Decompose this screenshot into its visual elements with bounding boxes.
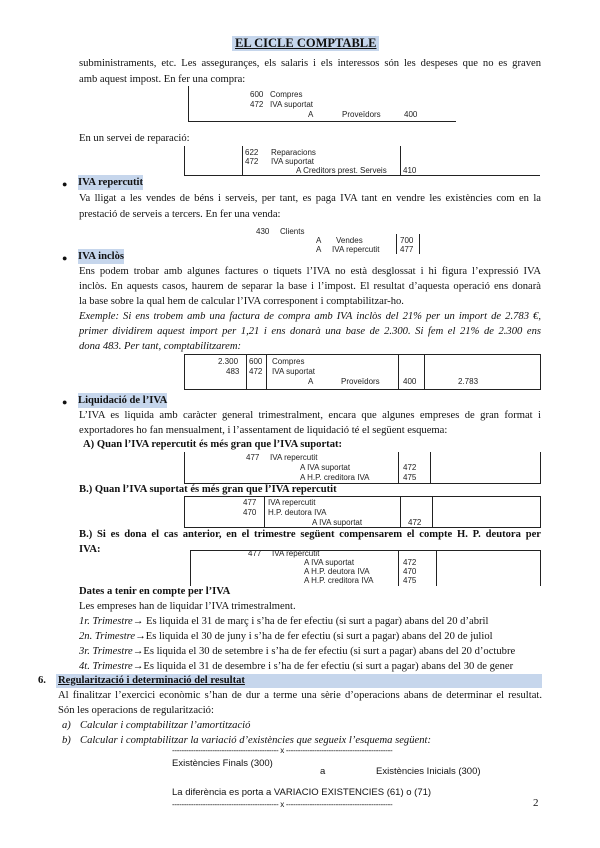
iva-repercutit-line-2: prestació de serveis a tercers. En fer una venda:	[79, 209, 281, 220]
heading-liquidacio: Liquidació de l’IVA	[78, 395, 168, 406]
case-b2-heading-2: IVA:	[79, 544, 101, 555]
liquidacio-line-1: L’IVA es liquida amb caràcter general trimestralment, encara que algunes empreses de gran format i	[79, 410, 541, 421]
iva-inclos-line-2: inclòs. En aquests casos, haurem de separar la base i l’impost. El resultat d’aquesta operació ens donarà	[79, 281, 541, 292]
case-b2-heading-1: B.) Si es dona el cas anterior, en el trimestre següent compensarem el compte H. P. deutora per	[79, 529, 541, 540]
section-6-line-1: Al finalitzar l’exercici econòmic s’han de dur a terme una sèrie d’operacions abans de determinar el resultat.	[58, 690, 542, 701]
item-a-label: a)	[62, 720, 71, 731]
bullet-icon: ●	[62, 253, 68, 263]
quarter-4: 4t. Trimestre→Es liquida el 31 de desembre i s’ha de fer efectiu (si surt a pagar) abans del 30 de gener	[79, 661, 514, 672]
item-b-label: b)	[62, 735, 71, 746]
servei-text: En un servei de reparació:	[79, 133, 190, 144]
heading-iva-inclos: IVA inclòs	[78, 251, 125, 262]
quarter-2: 2n. Trimestre→Es liquida el 30 de juny i s’ha de fer efectiu (si surt a pagar) abans del 20 de juliol	[79, 631, 493, 642]
intro-line-2: amb aquest impost. En fer una compra:	[79, 74, 246, 85]
case-b1-heading: B.) Quan l’IVA suportat és més gran que l’IVA repercutit	[79, 484, 337, 495]
item-b-text: Calcular i comptabilitzar la variació d’existències que segueix l’esquema següent:	[80, 735, 431, 746]
dates-intro: Les empreses han de liquidar l’IVA trimestralment.	[79, 601, 296, 612]
iva-repercutit-line-1: Va lligat a les vendes de béns i serveis, per tant, es paga IVA tant en vendre les existències com en la	[79, 193, 541, 204]
section-6-number: 6.	[38, 675, 46, 686]
case-a-heading: A) Quan l’IVA repercutit és més gran que l’IVA suportat:	[83, 439, 343, 450]
quarter-3: 3r. Trimestre→Es liquida el 30 de setembre i s’ha de fer efectiu (si surt a pagar) abans del 20 d’octubre	[79, 646, 516, 657]
example-line-2: primer dividirem aquest import per 1,21 i ens donarà una base de 2.300. Si fem el 21% de 2.300 ens	[79, 326, 541, 337]
iva-inclos-line-1: Ens podem trobar amb algunes factures o tiquets l’IVA no està desglossat i hi figura l’expressió IVA	[79, 266, 541, 277]
liquidacio-line-2: exportadores ho fan mensualment, i l’assentament de liquidació té el següent esquema:	[79, 425, 448, 436]
example-line-1: Exemple: Si ens trobem amb una factura de compra amb IVA inclòs del 21% per un import de 2.783 €,	[79, 311, 541, 322]
item-a-text: Calcular i comptabilitzar l’amortització	[80, 720, 251, 731]
dates-heading: Dates a tenir en compte per l’IVA	[79, 586, 231, 597]
section-6-line-2: Són les operacions de regularització:	[58, 705, 214, 716]
heading-iva-repercutit: IVA repercutit	[78, 177, 144, 188]
intro-line-1: subministraments, etc. Les assegurançes, els salaris i els interessos són les despeses que no es graven	[79, 58, 541, 69]
page-number: 2	[533, 797, 539, 809]
quarter-1: 1r. Trimestre→ Es liquida el 31 de març i s’ha de fer efectiu (si surt a pagar) abans del 20 d’abril	[79, 616, 489, 627]
example-line-3: dona 483. Per tant, comptabilitzarem:	[79, 341, 242, 352]
page-title: EL CICLE COMPTABLE	[232, 36, 379, 51]
iva-inclos-line-3: la base sobre la qual hem de calcular l’IVA corresponent i comptabilitzar-ho.	[79, 296, 404, 307]
bullet-icon: ●	[62, 397, 68, 407]
bullet-icon: ●	[62, 179, 68, 189]
section-6-heading: Regularització i determinació del resultat	[58, 675, 245, 686]
